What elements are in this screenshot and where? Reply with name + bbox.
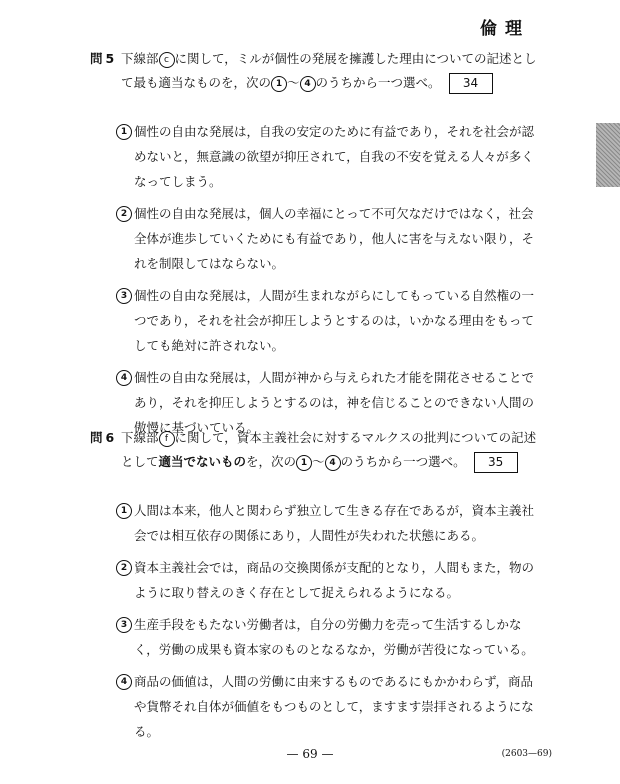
answer-box[interactable]: 35	[474, 452, 518, 473]
range-end-marker: 4	[325, 455, 341, 471]
option-2[interactable]	[116, 201, 542, 276]
option-3[interactable]	[116, 283, 542, 358]
question-text: 下線部 f に関して，資本主義社会に対するマルクスの批判についての記述として適当でないものを，次の 1 〜 4 のうちから一つ選べ。 35	[121, 426, 542, 474]
question-label: 問 6	[90, 430, 115, 445]
page-number: — 69 —	[286, 747, 334, 761]
option-1[interactable]	[116, 498, 542, 548]
subject-title: 倫理	[480, 19, 530, 39]
option-text: 個性の自由な発展は，自我の安定のために有益であり，それを社会が認めないと，無意識の欲望が抑圧されて，自我の不安を覚える人々が多くなってしまう。	[134, 124, 535, 189]
option-number: 2	[116, 206, 132, 222]
range-end-marker: 4	[300, 76, 316, 92]
option-text: 個性の自由な発展は，人間が神から与えられた才能を開花させることであり，それを抑圧しようとするのは，神を信じることのできない人間の傲慢に基づいている。	[134, 370, 535, 435]
option-text: 生産手段をもたない労働者は，自分の労働力を売って生活するしかなく，労働の成果も資本家のものとなるなか，労働が苦役になっている。	[134, 617, 534, 657]
option-4[interactable]	[116, 669, 542, 744]
option-number: 3	[116, 288, 132, 304]
answer-box[interactable]: 34	[449, 73, 493, 94]
option-number: 4	[116, 674, 132, 690]
option-number: 3	[116, 617, 132, 633]
underline-marker: c	[159, 52, 175, 68]
option-text: 個性の自由な発展は，個人の幸福にとって不可欠なだけではなく，社会全体が進歩していくためにも有益であり，他人に害を与えない限り，それを制限してはならない。	[134, 206, 535, 271]
option-text: 個性の自由な発展は，人間が生まれながらにしてもっている自然権の一つであり，それを社会が抑圧しようとするのは，いかなる理由をもってしても絶対に許されない。	[134, 288, 535, 353]
range-start-marker: 1	[271, 76, 287, 92]
page-code: (2603—69)	[501, 749, 552, 759]
section-tab	[596, 123, 620, 187]
option-text: 人間は本来，他人と関わらず独立して生きる存在であるが，資本主義社会では相互依存の関係にあり，人間性が失われた状態にある。	[134, 503, 535, 543]
option-1[interactable]	[116, 119, 542, 194]
emphasis-text: 適当でないもの	[158, 454, 247, 469]
range-start-marker: 1	[296, 455, 312, 471]
option-2[interactable]	[116, 555, 542, 605]
option-number: 2	[116, 560, 132, 576]
option-3[interactable]	[116, 612, 542, 662]
option-text: 資本主義社会では，商品の交換関係が支配的となり，人間もまた，物のように取り替えのきく存在として捉えられるようになる。	[134, 560, 535, 600]
option-number: 1	[116, 124, 132, 140]
question-label: 問 5	[90, 51, 115, 66]
option-number: 1	[116, 503, 132, 519]
question-text: 下線部 c に関して，ミルが個性の発展を擁護した理由についての記述として最も適当なものを，次の 1 〜 4 のうちから一つ選べ。 34	[121, 47, 542, 95]
question-6	[92, 426, 542, 474]
option-text: 商品の価値は，人間の労働に由来するものであるにもかかわらず，商品や貨幣それ自体が価値をもつものとして，ますます崇拝されるようになる。	[134, 674, 534, 739]
question-5	[92, 47, 542, 95]
question-6-options	[116, 498, 542, 751]
question-5-options	[116, 119, 542, 447]
underline-marker: f	[159, 431, 175, 447]
option-number: 4	[116, 370, 132, 386]
